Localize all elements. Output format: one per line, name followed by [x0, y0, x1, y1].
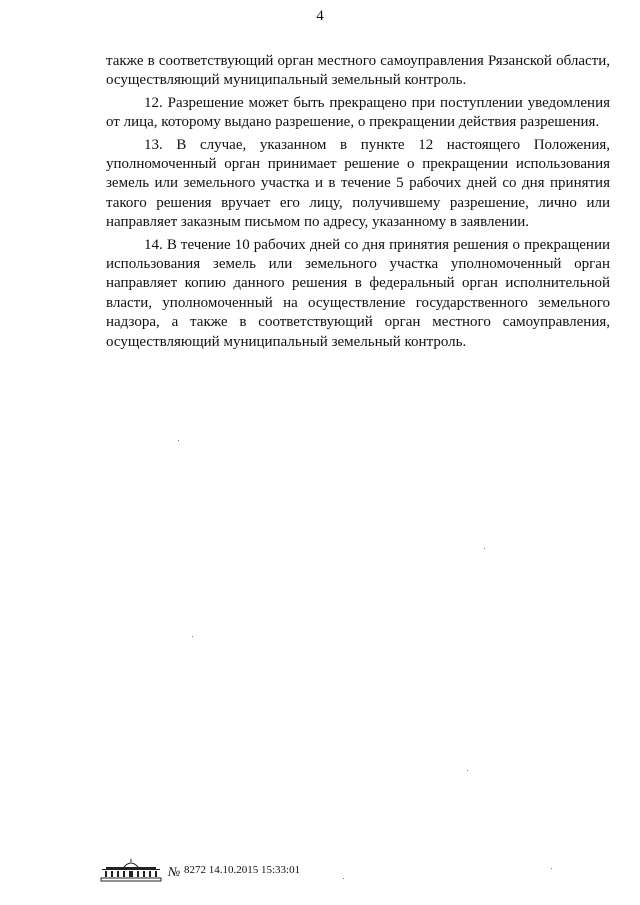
registration-stamp-text: 8272 14.10.2015 15:33:01 [184, 864, 301, 876]
scan-speck [178, 440, 179, 441]
registration-number-sign: № [168, 864, 181, 879]
government-building-icon [100, 858, 162, 882]
scan-speck [343, 878, 344, 879]
paragraph-1: также в соответствующий орган местного самоуправления Рязанской области, осуществляющий муниципальный земельный контроль. [106, 53, 610, 89]
paragraph-14: 14. В течение 10 рабочих дней со дня принятия решения о прекращении использования земель или земельного участка уполномоченный орган направляет копию данного решения в федеральный орган исполнительной власти, уполномоченный на осуществление государственного земельного надзора, а также в соответствующий орган местного самоуправления, осуществляющий муниципальный земельный контроль. [106, 236, 610, 350]
document-body [106, 52, 610, 355]
registration-footer [100, 858, 360, 882]
scan-speck [467, 770, 468, 771]
paragraph-13: 13. В случае, указанном в пункте 12 настоящего Положения, уполномоченный орган принимает решение о прекращении использования земель или земельного участка и в течение 5 рабочих дней со дня принятия такого решения вручает его лицу, получившему разрешение, лично или направляет заказным письмом по адресу, указанному в заявлении. [106, 136, 610, 231]
scan-speck [192, 636, 193, 637]
scan-speck [484, 548, 485, 549]
scan-speck [551, 868, 552, 869]
page-number: 4 [316, 8, 324, 24]
paragraph-12: 12. Разрешение может быть прекращено при поступлении уведомления от лица, которому выдано разрешение, о прекращении действия разрешения. [106, 94, 610, 131]
